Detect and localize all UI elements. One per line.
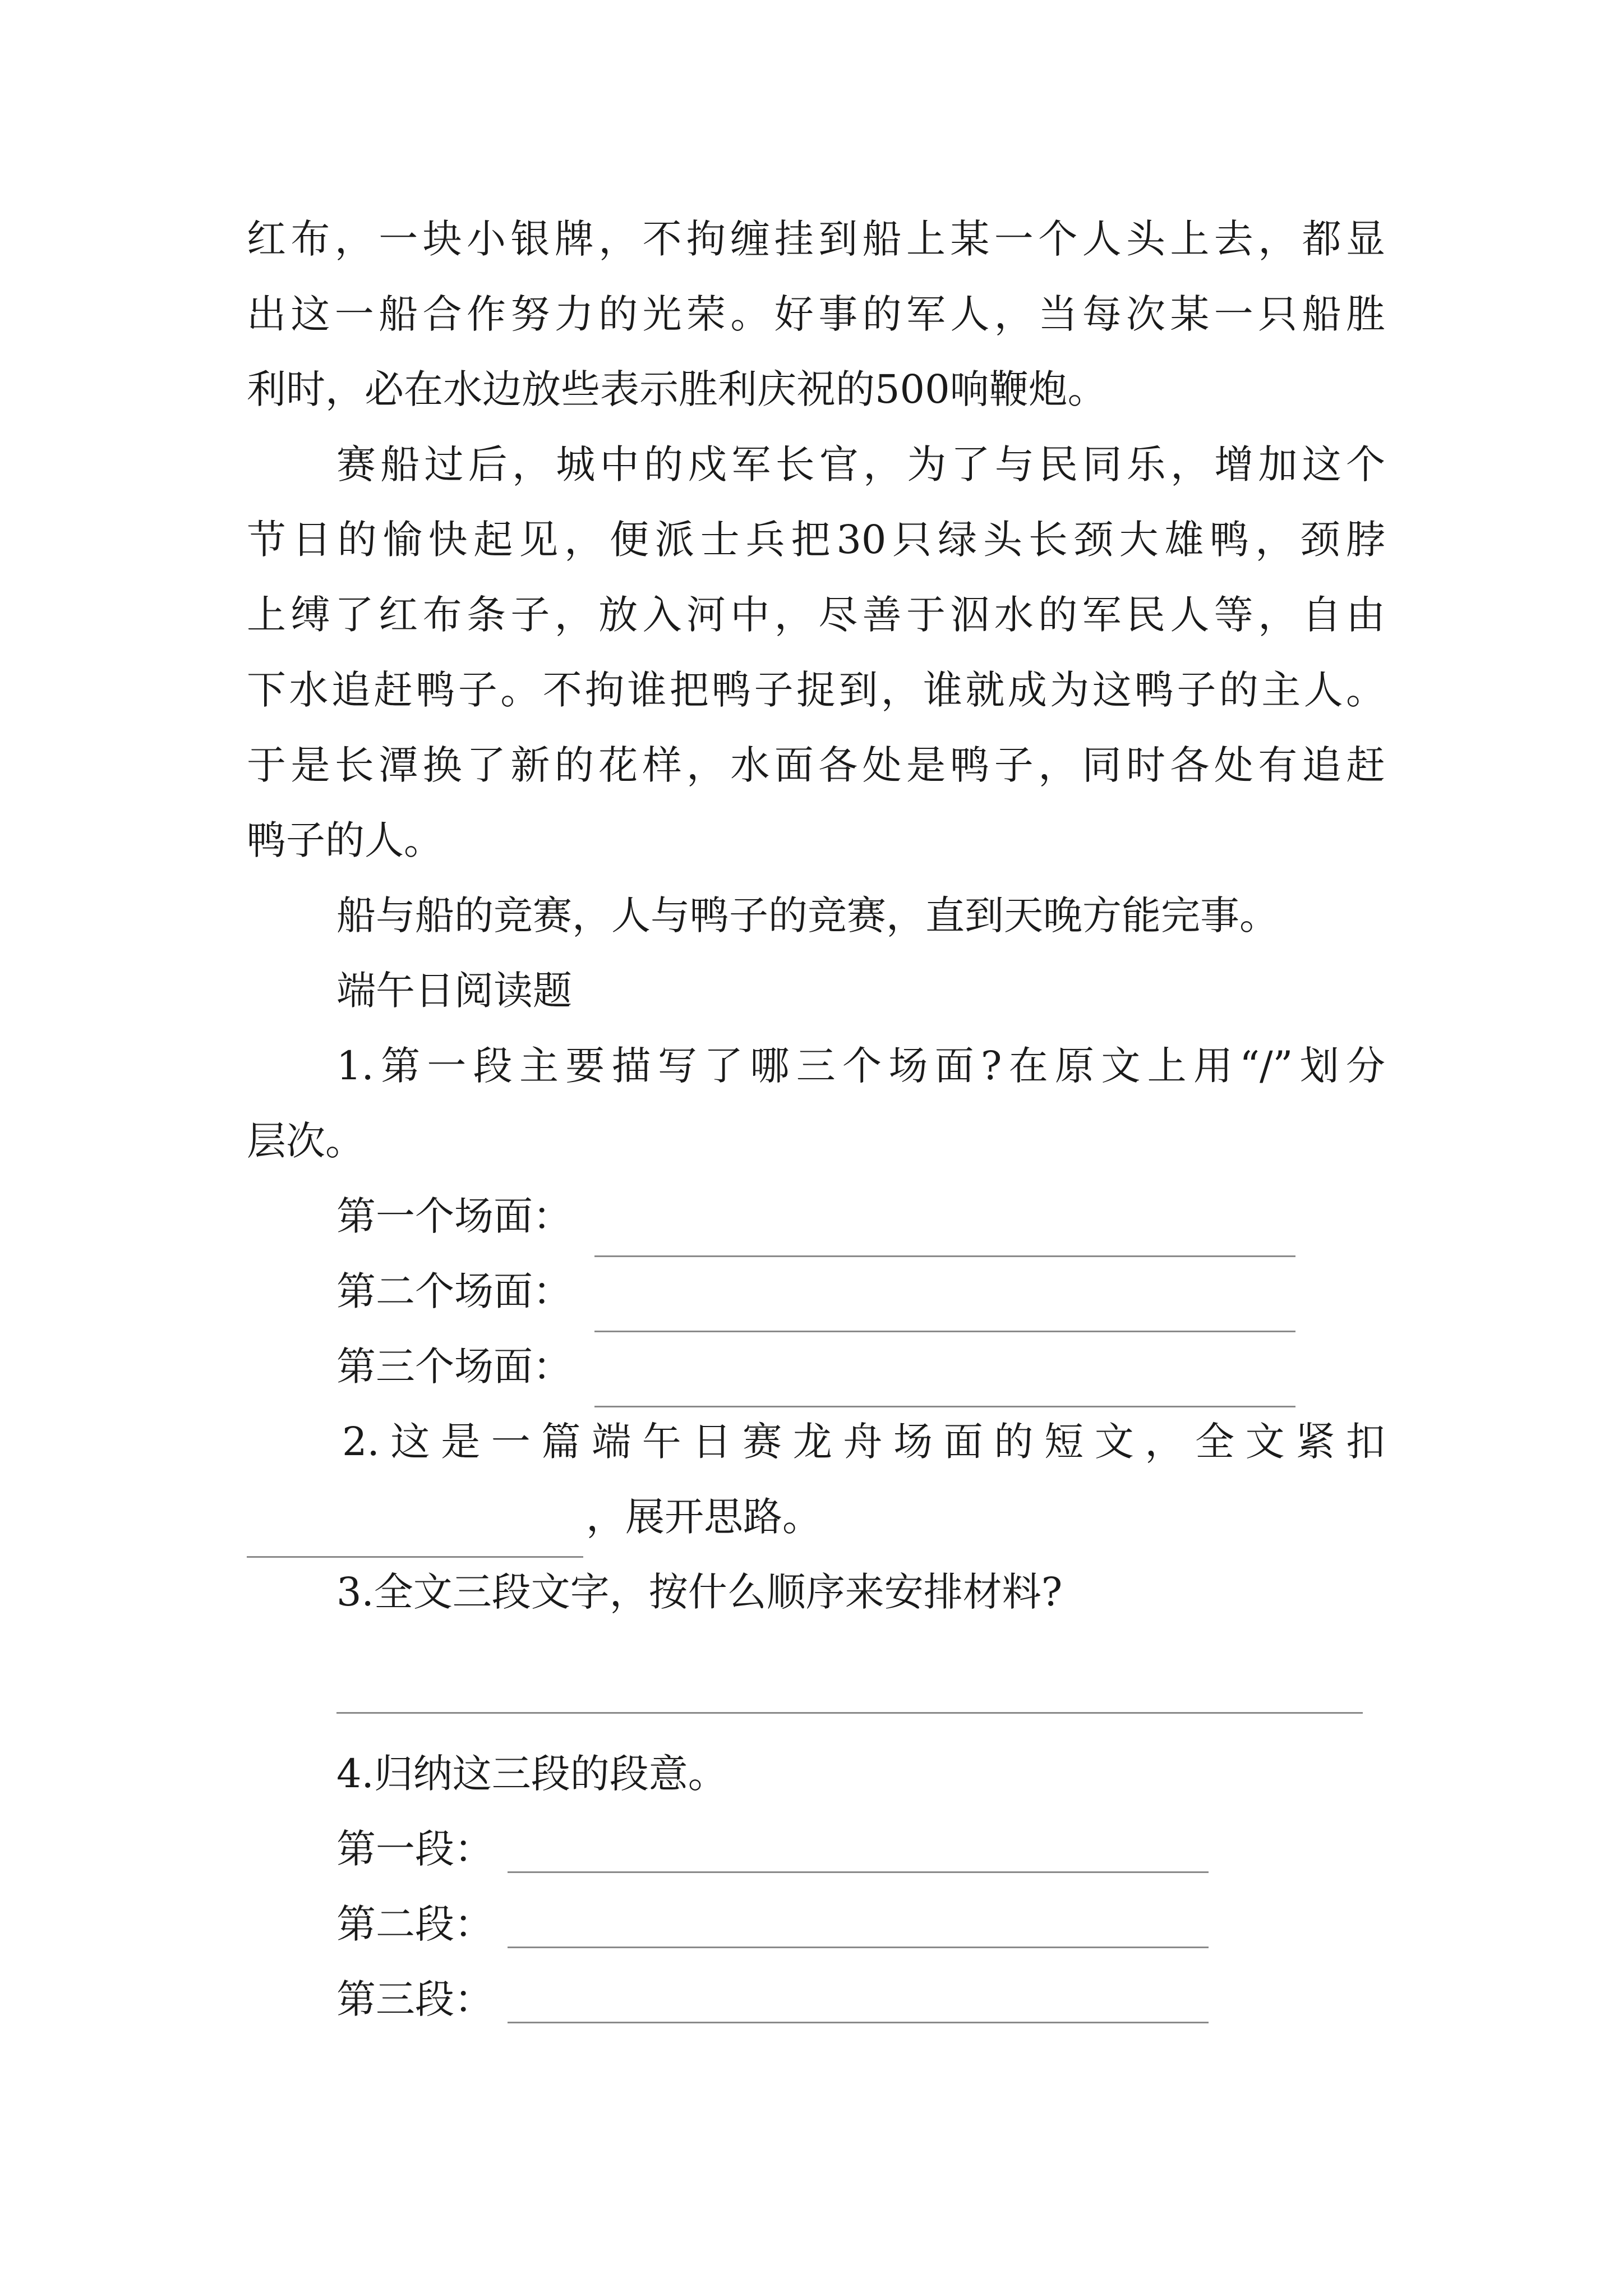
passage-line: 出这一船合作努力的光荣。好事的军人，当每次某一只船胜 bbox=[247, 291, 1385, 337]
question-1-text-cont: 层次。 bbox=[247, 1118, 365, 1164]
question-2-answer-blank[interactable] bbox=[247, 1556, 583, 1558]
passage-line: 红布，一块小银牌，不拘缠挂到船上某一个人头上去，都显 bbox=[247, 216, 1385, 262]
scene-1-answer-blank[interactable] bbox=[594, 1255, 1295, 1257]
passage-line: 赛船过后，城中的戍军长官，为了与民同乐，增加这个 bbox=[336, 441, 1385, 487]
scene-1-label: 第一个场面： bbox=[336, 1193, 572, 1239]
question-1-text: 1.第一段主要描写了哪三个场面?在原文上用“/”划分 bbox=[336, 1043, 1385, 1089]
paragraph-1-answer-blank[interactable] bbox=[508, 1871, 1209, 1873]
section-title: 端午日阅读题 bbox=[336, 968, 572, 1014]
question-4-text: 4.归纳这三段的段意。 bbox=[336, 1751, 727, 1797]
question-3-text: 3.全文三段文字，按什么顺序来安排材料? bbox=[336, 1569, 1063, 1615]
passage-line: 节日的愉快起见，便派士兵把30只绿头长颈大雄鸭，颈脖 bbox=[247, 517, 1385, 563]
scene-3-answer-blank[interactable] bbox=[594, 1406, 1295, 1407]
paragraph-2-label: 第二段： bbox=[336, 1901, 494, 1947]
passage-line: 下水追赶鸭子。不拘谁把鸭子捉到，谁就成为这鸭子的主人。 bbox=[247, 667, 1385, 713]
question-2-text: 2.这是一篇端午日赛龙舟场面的短文，全文紧扣 bbox=[342, 1419, 1385, 1465]
paragraph-2-answer-blank[interactable] bbox=[508, 1947, 1209, 1948]
question-2-text-cont: ，展开思路。 bbox=[586, 1494, 822, 1540]
paragraph-1-label: 第一段： bbox=[336, 1826, 494, 1872]
passage-line: 上缚了红布条子，放入河中，尽善于泅水的军民人等，自由 bbox=[247, 592, 1385, 638]
scene-2-label: 第二个场面： bbox=[336, 1268, 572, 1314]
passage-line: 鸭子的人。 bbox=[247, 817, 443, 863]
scene-2-answer-blank[interactable] bbox=[594, 1331, 1295, 1332]
paragraph-3-label: 第三段： bbox=[336, 1976, 494, 2022]
paragraph-3-answer-blank[interactable] bbox=[508, 2022, 1209, 2023]
passage-line: 于是长潭换了新的花样，水面各处是鸭子，同时各处有追赶 bbox=[247, 742, 1385, 788]
passage-line: 利时，必在水边放些表示胜利庆祝的500响鞭炮。 bbox=[247, 366, 1107, 412]
passage-line: 船与船的竞赛，人与鸭子的竞赛，直到天晚方能完事。 bbox=[336, 892, 1279, 938]
question-3-answer-blank[interactable] bbox=[336, 1712, 1363, 1714]
scene-3-label: 第三个场面： bbox=[336, 1343, 572, 1389]
